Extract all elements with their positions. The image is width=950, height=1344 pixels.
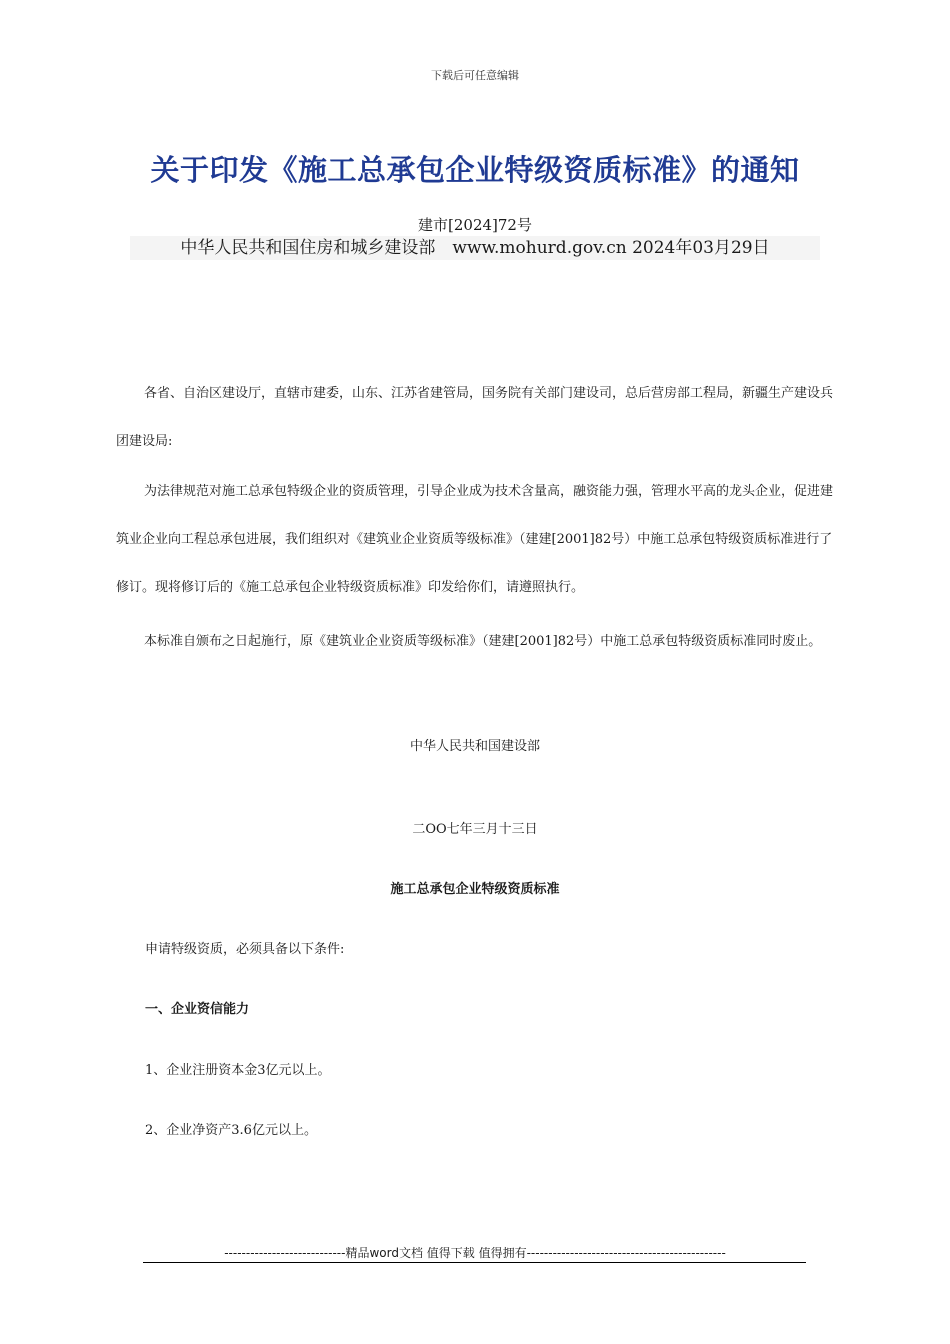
document-number: 建市[2024]72号 — [418, 216, 532, 234]
footer-rule — [143, 1262, 806, 1263]
body-paragraph-1: 为法律规范对施工总承包特级企业的资质管理，引导企业成为技术含量高，融资能力强，管理水平高的龙头企业，促进建筑业企业向工程总承包进展，我们组织对《建筑业企业资质等级标准》（建建[2001]82号）中施工总承包特级资质标准进行了修订。现将修订后的《施工总承包企业特级资质标准》印发给你们，请遵照执行。 — [116, 484, 834, 595]
standard-intro: 申请特级资质，必须具备以下条件: — [145, 942, 345, 957]
footer-text: ----------------------------精品word文档 值得下载 值得拥有---------------------------------------------- — [224, 1246, 726, 1260]
salutation: 各省、自治区建设厅，直辖市建委，山东、江苏省建管局，国务院有关部门建设司，总后营房部工程局，新疆生产建设兵团建设局: — [116, 386, 834, 449]
header-note: 下载后可任意编辑 — [431, 69, 519, 82]
signature-org: 中华人民共和国建设部 — [409, 739, 540, 754]
standard-heading: 施工总承包企业特级资质标准 — [390, 882, 560, 897]
source-line: 中华人民共和国住房和城乡建设部 www.mohurd.gov.cn 2024年03月29日 — [130, 236, 820, 260]
condition-item-2: 2、企业净资产3.6亿元以上。 — [145, 1123, 317, 1138]
document-title: 关于印发《施工总承包企业特级资质标准》的通知 — [150, 153, 800, 187]
condition-item-1: 1、企业注册资本金3亿元以上。 — [145, 1063, 331, 1078]
signature-date: 二OO七年三月十三日 — [412, 822, 538, 837]
section-1-title: 一、企业资信能力 — [145, 1002, 250, 1017]
body-paragraph-2: 本标准自颁布之日起施行，原《建筑业企业资质等级标准》（建建[2001]82号）中施工总承包特级资质标准同时废止。 — [144, 634, 822, 649]
